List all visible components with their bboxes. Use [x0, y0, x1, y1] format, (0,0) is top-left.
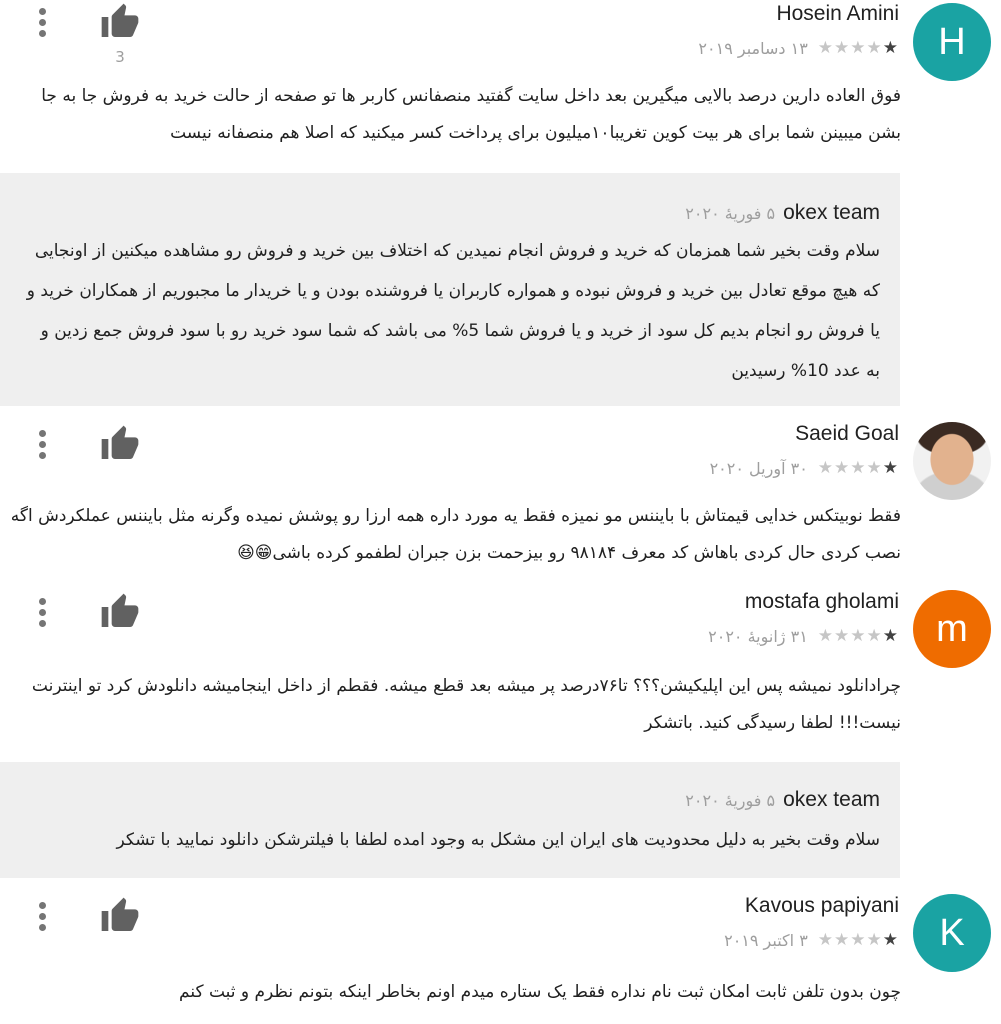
review-card	[0, 582, 1001, 880]
author-name: mostafa gholami	[744, 590, 899, 613]
avatar	[913, 590, 991, 668]
star-rating: ★★★★★	[817, 930, 899, 950]
reply-author: okex team	[783, 788, 880, 811]
reply-header	[685, 788, 880, 812]
review-date: ۳۰ آوریل ۲۰۲۰	[709, 458, 808, 478]
avatar	[913, 3, 991, 81]
author-name: Kavous papiyani	[744, 894, 899, 917]
avatar-letter: H	[938, 20, 966, 63]
review-date: ۳ اکتبر ۲۰۱۹	[724, 930, 808, 950]
reply-author: okex team	[783, 201, 880, 224]
avatar-letter: m	[936, 607, 968, 650]
reply-text: سلام وقت بخیر شما همزمان که خرید و فروش انجام نمیدین که اختلاف بین خرید و فروش رو مشاهده میکنین از اونجایی که هیچ موقع تعادل بین خرید و فروش نبوده و همواره کاربران یا فروشنده بودن و یا خریدار ما مجبوریم از همکاران خرید و یا فروش رو انجام بدیم کل سود از خرید و یا فروش شما 5% می باشد که شما سود خرید رو با سود فروش جمع زدین و به عدد 10% رسیدین	[26, 241, 880, 381]
thumbs-up-icon[interactable]	[100, 896, 140, 936]
author-name: Hosein Amini	[776, 2, 899, 25]
more-options-icon[interactable]	[33, 8, 51, 42]
avatar-letter: K	[939, 911, 965, 954]
review-meta	[724, 930, 899, 950]
more-options-icon[interactable]	[33, 430, 51, 464]
author-name: Saeid Goal	[795, 422, 899, 445]
review-text: فقط نوبیتکس خدایی قیمتاش با بایننس مو نمیزه فقط یه مورد داره همه ارزا رو پوشش نمیده وگرنه مثل بایننس عملکردش اگه نصب کردی حال کردی باهاش کد معرف ۹۸۱۸۴ رو بیزحمت بزن جبران لطفمو کرده باشی😁😆	[10, 506, 901, 563]
review-meta	[708, 626, 899, 646]
review-meta	[710, 458, 899, 478]
review-card	[0, 882, 1001, 1024]
avatar	[913, 422, 991, 500]
review-card	[0, 0, 1001, 406]
thumbs-up-icon[interactable]	[100, 424, 140, 464]
star-rating: ★★★★★	[817, 458, 899, 478]
star-rating: ★★★★★	[817, 626, 899, 646]
avatar	[913, 894, 991, 972]
reply-header	[685, 201, 880, 225]
review-text: چون بدون تلفن ثابت امکان ثبت نام نداره فقط یک ستاره میدم اونم بخاطر اینکه بتونم نظرم و ثبت کنم	[179, 982, 901, 1002]
review-text: فوق العاده دارین درصد بالایی میگیرین بعد داخل سایت گفتید منصفانس کاربر ها تو صفحه از حالت خرید به فروش جا به جا بشن میبینن شما برای هر بیت کوین تغریبا۱۰میلیون برای پرداخت کسر میکنید که اصلا هم منصفانه نیست	[41, 86, 901, 143]
review-card	[0, 410, 1001, 580]
helpful-count: 3	[115, 48, 125, 66]
review-date: ۳۱ ژانویهٔ ۲۰۲۰	[708, 626, 808, 646]
reply-date: ۵ فوریهٔ ۲۰۲۰	[685, 791, 776, 810]
thumbs-up-icon[interactable]	[100, 592, 140, 632]
more-options-icon[interactable]	[33, 598, 51, 632]
reply-date: ۵ فوریهٔ ۲۰۲۰	[685, 204, 776, 223]
reply-text: سلام وقت بخیر به دلیل محدودیت های ایران این مشکل به وجود امده لطفا با فیلترشکن دانلود نمایید با تشکر	[116, 830, 880, 850]
developer-reply	[0, 173, 900, 406]
review-meta	[698, 38, 899, 58]
thumbs-up-icon[interactable]	[100, 2, 140, 42]
review-text: چرادانلود نمیشه پس این اپلیکیشن؟؟؟ تا۷۶درصد پر میشه بعد قطع میشه. فقطم از داخل اینجامیشه دانلودش کرد تو اینترنت نیست!!! لطفا رسیدگی کنید. باتشکر	[31, 676, 901, 733]
developer-reply	[0, 762, 900, 878]
review-date: ۱۳ دسامبر ۲۰۱۹	[698, 38, 808, 58]
more-options-icon[interactable]	[33, 902, 51, 936]
star-rating: ★★★★★	[817, 38, 899, 58]
